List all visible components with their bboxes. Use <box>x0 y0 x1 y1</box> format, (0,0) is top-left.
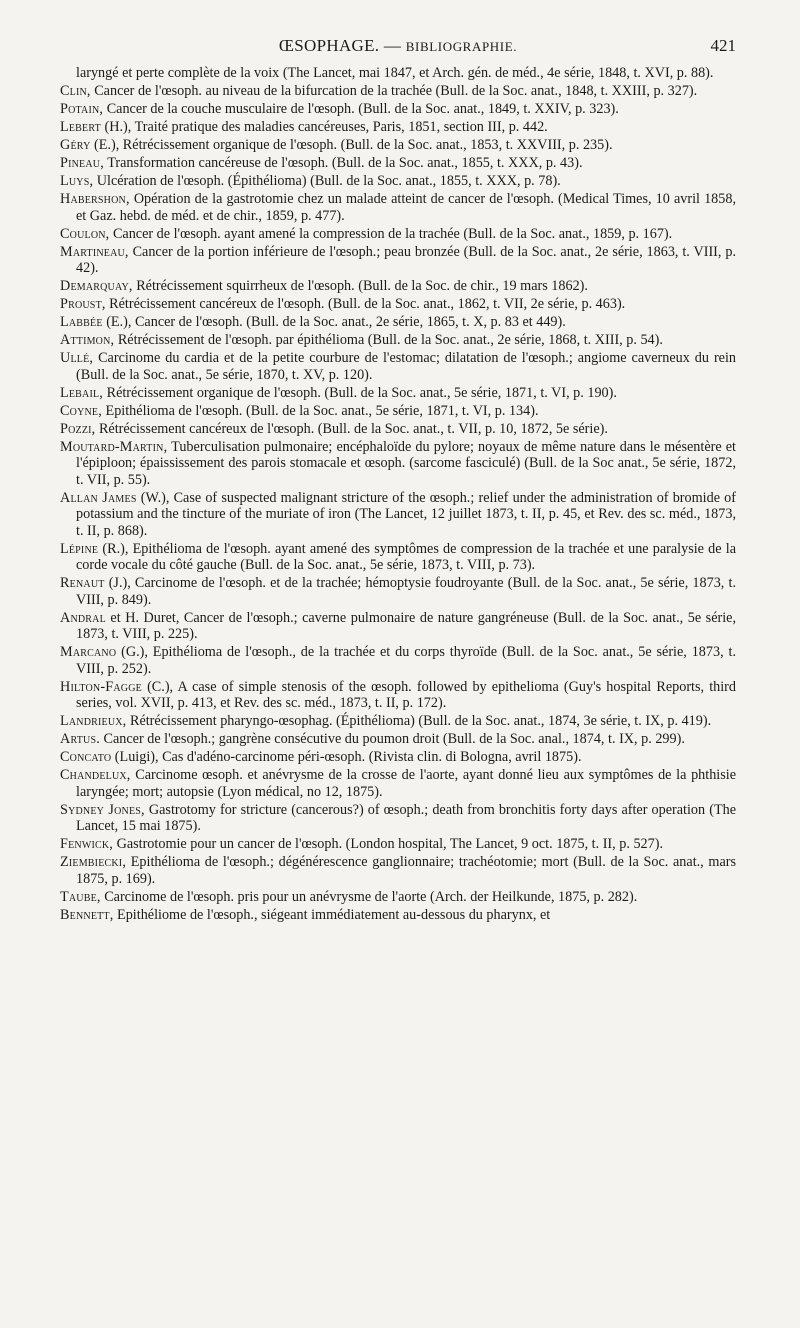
bibliography-entry <box>60 385 736 402</box>
entry-text: laryngé et perte complète de la voix (The Lancet, mai 1847, et Arch. gén. de méd., 4e série, 1848, t. XVI, p. 88). <box>76 65 714 81</box>
entry-text: Cancer de la couche musculaire de l'œsoph. (Bull. de la Soc. anat., 1849, t. XXIV, p. 323). <box>103 101 619 117</box>
bibliography-entry <box>60 802 736 835</box>
bibliography-entry <box>60 137 736 154</box>
entry-author: Lebert <box>60 119 101 135</box>
entry-text: et H. Duret, Cancer de l'œsoph.; caverne pulmonaire de nature gangréneuse (Bull. de la Soc. anat., 5e série, 1873, t. VIII, p. 225). <box>76 609 736 642</box>
entry-author: Concato <box>60 749 112 765</box>
entry-text: Rétrécissement de l'œsoph. par épithélioma (Bull. de la Soc. anat., 2e série, 1868, t. XIII, p. 54). <box>114 332 663 348</box>
entry-text: Cancer de l'œsoph. ayant amené la compression de la trachée (Bull. de la Soc. anat., 1859, p. 167). <box>109 225 673 242</box>
bibliography-entry <box>60 421 736 438</box>
bibliography-entry <box>60 83 736 100</box>
bibliography-list <box>60 65 736 925</box>
entry-author: Moutard-Martin, <box>60 438 168 455</box>
entry-text: Rétrécissement pharyngo-œsophag. (Épithélioma) (Bull. de la Soc. anat., 1874, 3e série, t. IX, p. 419). <box>126 713 712 729</box>
entry-author: Clin, <box>60 83 91 99</box>
entry-text: (Luigi), Cas d'adéno-carcinome péri-œsoph. (Rivista clin. di Bologna, avril 1875). <box>111 749 582 765</box>
bibliography-entry <box>60 155 736 172</box>
bibliography-entry <box>60 244 736 277</box>
bibliography-entry <box>60 101 736 118</box>
entry-text: Rétrécissement squirrheux de l'œsoph. (Bull. de la Soc. de chir., 19 mars 1862). <box>132 278 588 294</box>
entry-author: Pozzi, <box>60 420 96 437</box>
entry-text: Cancer de la portion inférieure de l'œsoph.; peau bronzée (Bull. de la Soc. anat., 2e série, 1863, t. VIII, p. 42). <box>76 243 736 276</box>
entry-text: Gastrotomy for stricture (cancerous?) of œsoph.; death from bronchitis forty days after operation (The Lancet, 15 mai 1875). <box>76 801 737 834</box>
entry-text: Epithélioma de l'œsoph. (Bull. de la Soc. anat., 5e série, 1871, t. VI, p. 134). <box>101 402 539 419</box>
bibliography-entry <box>60 610 736 643</box>
entry-author: Ullé, <box>60 350 94 366</box>
bibliography-entry <box>60 226 736 243</box>
entry-text: Epithéliome de l'œsoph., siégeant immédiatement au-dessous du pharynx, et <box>113 906 551 923</box>
bibliography-entry <box>60 836 736 853</box>
bibliography-entry <box>60 907 736 924</box>
bibliography-entry <box>60 332 736 349</box>
entry-author: Lebail, <box>60 384 104 401</box>
entry-text: Ulcération de l'œsoph. (Épithélioma) (Bull. de la Soc. anat., 1855, t. XXX, p. 78). <box>93 173 561 189</box>
bibliography-entry <box>60 439 736 489</box>
entry-text: Rétrécissement organique de l'œsoph. (Bull. de la Soc. anat., 5e série, 1871, t. VI, p. 190). <box>103 384 617 401</box>
entry-text: Carcinome du cardia et de la petite courbure de l'estomac; dilatation de l'œsoph.; angiome caverneux du rein (Bull. de la Soc. anat., 5e série, 1870, t. XV, p. 120). <box>76 350 736 383</box>
entry-text: (W.), Case of suspected malignant stricture of the œsoph.; relief under the administration of bromide of potassium and the tincture of the muriate of iron (The Lancet, 12 juillet 1873, t. II, p. 45, et Rev. des sc. méd., 1873, t. II, p. 868). <box>76 489 736 539</box>
entry-text: Carcinome œsoph. et anévrysme de la crosse de l'aorte, ayant donné lieu aux symptômes de la phthisie laryngée; mort; autopsie (Lyon médical, no 12, 1875). <box>76 767 736 800</box>
entry-text: (E.), Rétrécissement organique de l'œsoph. (Bull. de la Soc. anat., 1853, t. XXVIII, p. 235). <box>90 137 613 153</box>
entry-text: Epithélioma de l'œsoph.; dégénérescence ganglionnaire; trachéotomie; mort (Bull. de la Soc. anat., mars 1875, p. 169). <box>76 854 736 887</box>
entry-author: Marcano <box>60 644 117 660</box>
entry-text: (G.), Epithélioma de l'œsoph., de la trachée et du corps thyroïde (Bull. de la Soc. anat., 5e série, 1873, t. VIII, p. 252). <box>76 644 736 677</box>
bibliography-entry <box>60 679 736 712</box>
title-dash: — <box>379 36 406 55</box>
running-header <box>60 36 736 60</box>
bibliography-entry <box>60 119 736 136</box>
entry-author: Habershon, <box>60 191 130 207</box>
entry-text: Cancer de l'œsoph.; gangrène consécutive du poumon droit (Bull. de la Soc. anal., 1874, t. IX, p. 299). <box>99 731 685 747</box>
entry-author: Pineau, <box>60 155 104 171</box>
entry-text: (R.), Epithélioma de l'œsoph. ayant amené des symptômes de compression de la trachée et une paralysie de la corde vocale du côté gauche (Bull. de la Soc. anat., 5e série, 1873, t. VIII, p. 73). <box>76 540 736 573</box>
bibliography-entry <box>60 541 736 574</box>
bibliography-entry <box>60 173 736 190</box>
entry-author: Labbée <box>60 314 103 330</box>
entry-text: Carcinome de l'œsoph. pris pour un anévrysme de l'aorte (Arch. der Heilkunde, 1875, p. 282). <box>100 888 638 905</box>
bibliography-entry <box>60 854 736 887</box>
entry-author: Artus. <box>60 731 100 747</box>
bibliography-entry <box>60 191 736 224</box>
bibliography-entry <box>60 65 736 82</box>
bibliography-entry <box>60 644 736 677</box>
entry-author: Bennett, <box>60 906 114 923</box>
entry-author: Allan James <box>60 489 137 506</box>
bibliography-entry <box>60 767 736 800</box>
entry-author: Chandelux, <box>60 767 131 783</box>
entry-text: (J.), Carcinome de l'œsoph. et de la trachée; hémoptysie foudroyante (Bull. de la Soc. anat., 5e série, 1873, t. VIII, p. 849). <box>76 575 736 608</box>
entry-text: (C.), A case of simple stenosis of the œsoph. followed by epithelioma (Guy's hospital Reports, third series, vol. XVII, p. 413, et Rev. des sc. méd., 1873, t. II, p. 172). <box>76 678 736 711</box>
entry-author: Landrieux, <box>60 713 127 729</box>
page-title <box>60 36 736 56</box>
entry-author: Ziembiecki, <box>60 854 127 870</box>
entry-text: Rétrécissement cancéreux de l'œsoph. (Bull. de la Soc. anat., t. VII, p. 10, 1872, 5e série). <box>95 420 608 437</box>
bibliography-entry <box>60 575 736 608</box>
entry-author: Attimon, <box>60 332 115 348</box>
entry-author: Sydney Jones, <box>60 801 145 818</box>
bibliography-entry <box>60 731 736 748</box>
entry-text: Rétrécissement cancéreux de l'œsoph. (Bull. de la Soc. anat., 1862, t. VII, 2e série, p. 463). <box>105 296 626 312</box>
bibliography-entry <box>60 889 736 906</box>
entry-author: Taube, <box>60 888 101 905</box>
bibliography-entry <box>60 749 736 766</box>
bibliography-entry <box>60 403 736 420</box>
bibliography-entry <box>60 490 736 540</box>
entry-author: Potain, <box>60 101 104 117</box>
entry-author: Andral <box>60 609 106 626</box>
title-main: ŒSOPHAGE. <box>278 36 380 55</box>
page-number: 421 <box>710 36 736 55</box>
entry-author: Hilton-Fagge <box>60 678 142 695</box>
entry-author: Coyne, <box>60 402 102 419</box>
entry-text: Cancer de l'œsoph. au niveau de la bifurcation de la trachée (Bull. de la Soc. anat., 1848, t. XXIII, p. 327). <box>90 83 698 99</box>
entry-author: Renaut <box>60 575 105 591</box>
entry-text: Transformation cancéreuse de l'œsoph. (Bull. de la Soc. anat., 1855, t. XXX, p. 43). <box>103 155 583 171</box>
entry-text: Gastrotomie pour un cancer de l'œsoph. (London hospital, The Lancet, 9 oct. 1875, t. II, p. 527). <box>113 836 663 852</box>
entry-text: Tuberculisation pulmonaire; encéphaloïde du pylore; noyaux de même nature dans le mésentère et l'épiploon; épaississement des parois stomacale et œsoph. (sarcome fasciculé) (Bull. de la Soc anat., 5e série, 1872, t. VII, p. 55). <box>76 438 736 488</box>
entry-author: Lépine <box>60 540 99 557</box>
entry-text: (E.), Cancer de l'œsoph. (Bull. de la Soc. anat., 2e série, 1865, t. X, p. 83 et 449). <box>102 314 566 330</box>
bibliography-entry <box>60 314 736 331</box>
entry-text: Opération de la gastrotomie chez un malade atteint de cancer de l'œsoph. (Medical Times, 10 avril 1858, et Gaz. hebd. de méd. et de chir., 1859, p. 477). <box>76 191 736 224</box>
entry-author: Coulon, <box>60 225 110 242</box>
entry-author: Géry <box>60 137 91 153</box>
bibliography-entry <box>60 278 736 295</box>
bibliography-entry <box>60 296 736 313</box>
entry-text: (H.), Traité pratique des maladies cancéreuses, Paris, 1851, section III, p. 442. <box>100 119 548 135</box>
title-sub: BIBLIOGRAPHIE. <box>405 39 518 54</box>
entry-author: Luys, <box>60 173 94 189</box>
bibliography-entry <box>60 713 736 730</box>
entry-author: Martineau, <box>60 243 129 260</box>
entry-author: Proust, <box>60 296 106 312</box>
bibliography-entry <box>60 350 736 383</box>
entry-author: Demarquay, <box>60 278 133 294</box>
entry-author: Fenwick, <box>60 836 114 852</box>
